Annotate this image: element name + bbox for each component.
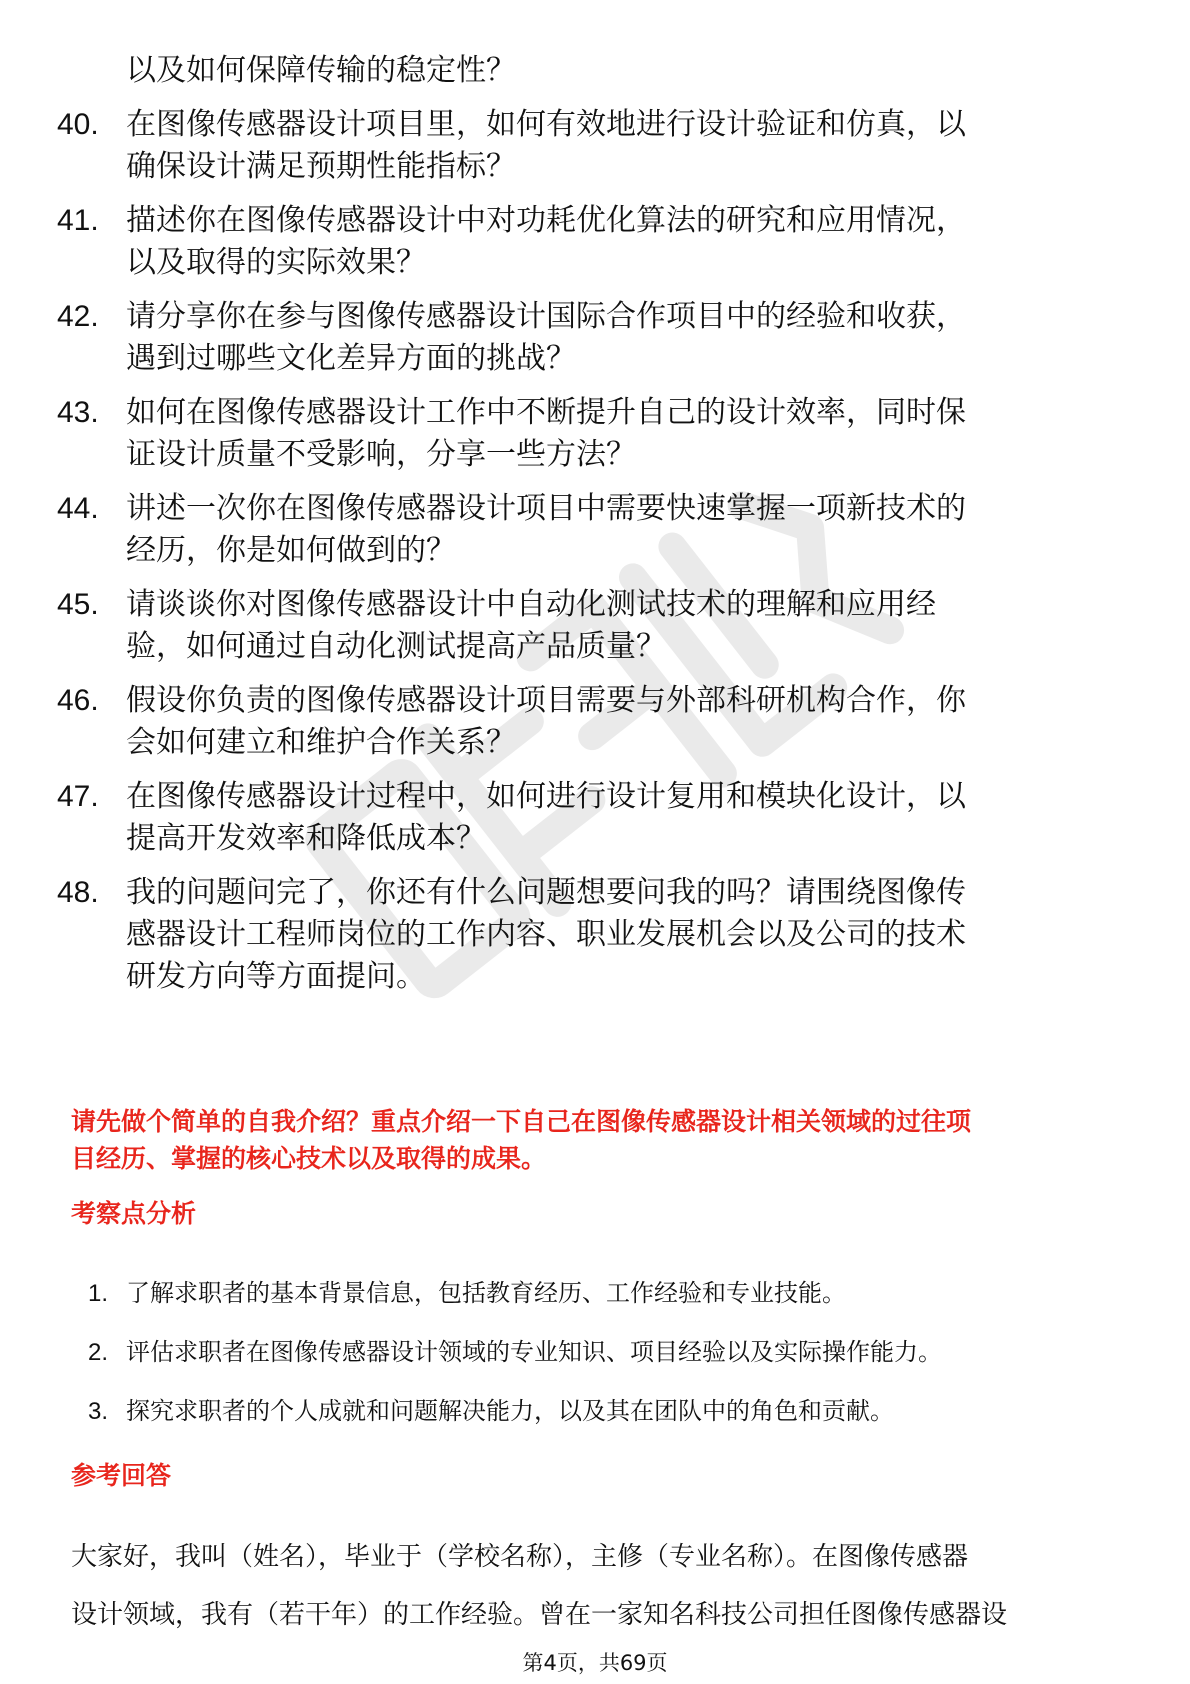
question-line: 提高开发效率和降低成本？ bbox=[126, 821, 486, 856]
question-line: 研发方向等方面提问。 bbox=[126, 959, 426, 994]
reference-answer bbox=[71, 1528, 1131, 1644]
question-text bbox=[126, 488, 1126, 572]
question-line: 验，如何通过自动化测试提高产品质量？ bbox=[126, 629, 666, 664]
question-text bbox=[126, 680, 1126, 764]
question-text bbox=[126, 776, 1126, 860]
featured-question-line: 请先做个简单的自我介绍？重点介绍一下自己在图像传感器设计相关领域的过往项 bbox=[71, 1107, 972, 1136]
question-line: 以及取得的实际效果？ bbox=[126, 245, 426, 280]
question-text bbox=[126, 392, 1126, 476]
question-line: 假设你负责的图像传感器设计项目需要与外部科研机构合作，你 bbox=[126, 683, 966, 718]
analysis-item-text: 了解求职者的基本背景信息，包括教育经历、工作经验和专业技能。 bbox=[126, 1279, 846, 1307]
question-line: 确保设计满足预期性能指标？ bbox=[126, 149, 516, 184]
question-line: 经历，你是如何做到的？ bbox=[126, 533, 456, 568]
question-number: 45. bbox=[57, 588, 99, 621]
analysis-item bbox=[88, 1276, 1118, 1311]
analysis-item-text: 评估求职者在图像传感器设计领域的专业知识、项目经验以及实际操作能力。 bbox=[126, 1338, 942, 1366]
question-line: 会如何建立和维护合作关系？ bbox=[126, 725, 516, 760]
question-number: 40. bbox=[57, 108, 99, 141]
analysis-item-number: 2. bbox=[88, 1339, 109, 1366]
reference-answer-line: 大家好，我叫（姓名），毕业于（学校名称），主修（专业名称）。在图像传感器 bbox=[71, 1542, 969, 1572]
question-text bbox=[126, 104, 1126, 188]
question-text bbox=[126, 872, 1126, 998]
analysis-item-text: 探究求职者的个人成就和问题解决能力，以及其在团队中的角色和贡献。 bbox=[126, 1397, 894, 1425]
question-number: 46. bbox=[57, 684, 99, 717]
analysis-item-number: 3. bbox=[88, 1398, 109, 1425]
question-number: 42. bbox=[57, 300, 99, 333]
question-text bbox=[126, 584, 1126, 668]
question-line: 如何在图像传感器设计工作中不断提升自己的设计效率，同时保 bbox=[126, 395, 966, 430]
page-number: 第4页，共69页 bbox=[522, 1651, 668, 1675]
question-line: 遇到过哪些文化差异方面的挑战？ bbox=[126, 341, 576, 376]
question-number: 47. bbox=[57, 780, 99, 813]
question-number: 48. bbox=[57, 876, 99, 909]
analysis-item bbox=[88, 1335, 1118, 1370]
question-line: 描述你在图像传感器设计中对功耗优化算法的研究和应用情况， bbox=[126, 203, 966, 238]
question-line: 我的问题问完了，你还有什么问题想要问我的吗？请围绕图像传 bbox=[126, 875, 966, 910]
question-text bbox=[126, 296, 1126, 380]
question-continuation: 以及如何保障传输的稳定性？ bbox=[126, 53, 516, 88]
question-line: 讲述一次你在图像传感器设计项目中需要快速掌握一项新技术的 bbox=[126, 491, 966, 526]
reference-heading: 参考回答 bbox=[71, 1461, 172, 1490]
analysis-heading: 考察点分析 bbox=[71, 1199, 197, 1228]
featured-question-line: 目经历、掌握的核心技术以及取得的成果。 bbox=[71, 1144, 547, 1173]
question-line: 在图像传感器设计项目里，如何有效地进行设计验证和仿真，以 bbox=[126, 107, 966, 142]
reference-answer-line: 设计领域，我有（若干年）的工作经验。曾在一家知名科技公司担任图像传感器设 bbox=[71, 1600, 1008, 1630]
question-line: 证设计质量不受影响，分享一些方法？ bbox=[126, 437, 636, 472]
featured-question bbox=[71, 1103, 1131, 1177]
question-line: 感器设计工程师岗位的工作内容、职业发展机会以及公司的技术 bbox=[126, 917, 966, 952]
question-text bbox=[126, 200, 1126, 284]
analysis-item-number: 1. bbox=[88, 1280, 109, 1307]
question-number: 44. bbox=[57, 492, 99, 525]
question-line: 请谈谈你对图像传感器设计中自动化测试技术的理解和应用经 bbox=[126, 587, 936, 622]
question-line: 请分享你在参与图像传感器设计国际合作项目中的经验和收获， bbox=[126, 299, 966, 334]
question-number: 41. bbox=[57, 204, 99, 237]
question-number: 43. bbox=[57, 396, 99, 429]
question-line: 在图像传感器设计过程中，如何进行设计复用和模块化设计，以 bbox=[126, 779, 966, 814]
analysis-item bbox=[88, 1394, 1118, 1429]
